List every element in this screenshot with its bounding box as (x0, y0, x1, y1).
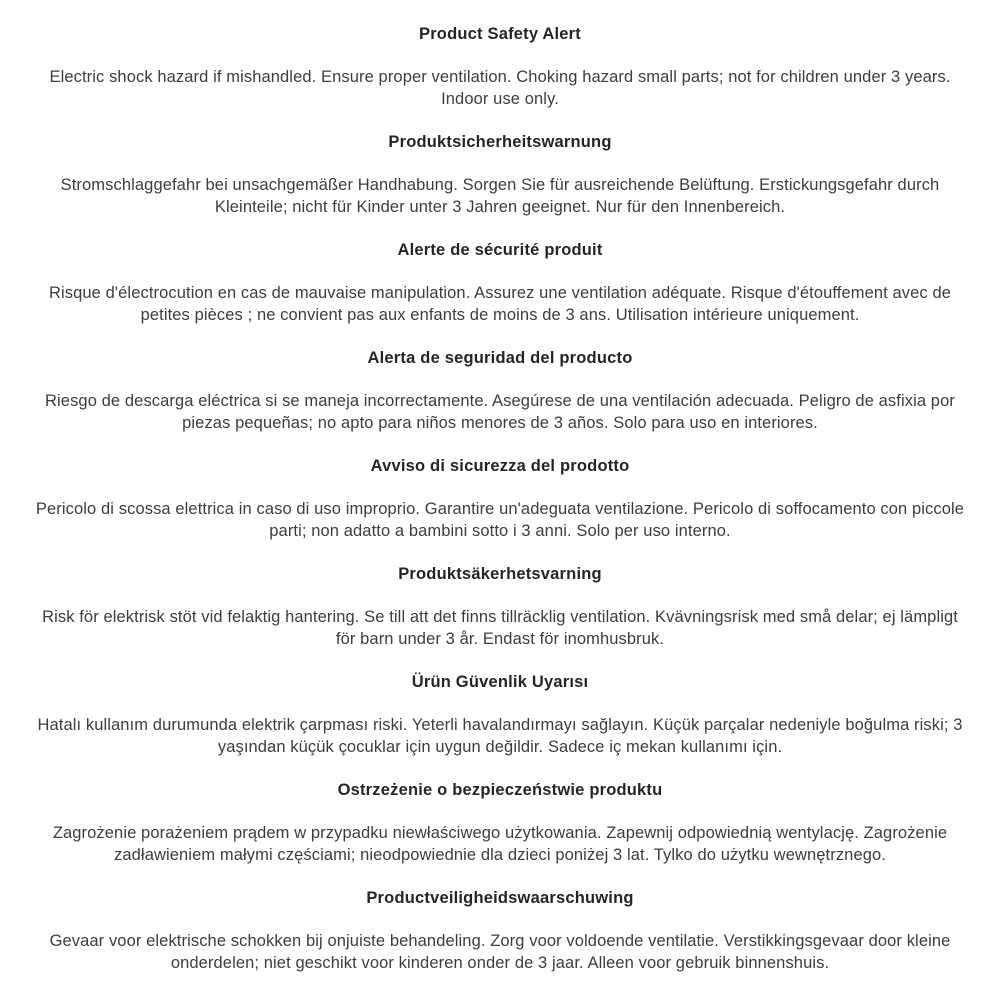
alert-body-tr: Hatalı kullanım durumunda elektrik çarpması riski. Yeterli havalandırmayı sağlayın. Küçük parçalar nedeniyle boğulma riski; 3 yaşından küçük çocuklar için uygun değildir. Sadece iç mekan kullanımı için. (37, 716, 963, 756)
safety-alert-section-pl (34, 779, 966, 866)
alert-heading-es: Alerta de seguridad del producto (367, 349, 633, 367)
safety-alert-section-de (34, 131, 966, 218)
alert-heading-de: Produktsicherheitswarnung (388, 133, 612, 151)
alert-body-fr: Risque d'électrocution en cas de mauvaise manipulation. Assurez une ventilation adéquate. Risque d'étouffement avec de petites pièces ; ne convient pas aux enfants de moins de 3 ans. Utilisation intérieure uniquement. (48, 284, 952, 324)
alert-body-nl: Gevaar voor elektrische schokken bij onjuiste behandeling. Zorg voor voldoende ventilatie. Verstikkingsgevaar door kleine onderdelen; niet geschikt voor kinderen onder de 3 jaar. Alleen voor gebruik binnenshuis. (49, 932, 951, 972)
alert-heading-it: Avviso di sicurezza del prodotto (370, 457, 630, 475)
safety-alert-section-it (34, 455, 966, 542)
safety-alert-section-en (34, 23, 966, 110)
alert-heading-nl: Productveiligheidswaarschuwing (366, 889, 634, 907)
alert-body-en: Electric shock hazard if mishandled. Ensure proper ventilation. Choking hazard small parts; not for children under 3 years. Indoor use only. (49, 68, 951, 108)
safety-alert-section-es (34, 347, 966, 434)
alert-body-pl: Zagrożenie porażeniem prądem w przypadku niewłaściwego użytkowania. Zapewnij odpowiednią wentylację. Zagrożenie zadławieniem małymi częściami; nieodpowiednie dla dzieci poniżej 3 lat. Tylko do użytku wewnętrznego. (52, 824, 948, 864)
safety-alert-section-sv (34, 563, 966, 650)
safety-alert-section-tr (34, 671, 966, 758)
alert-heading-en: Product Safety Alert (418, 25, 581, 43)
alert-heading-sv: Produktsäkerhetsvarning (398, 565, 602, 583)
alert-heading-fr: Alerte de sécurité produit (397, 241, 603, 259)
alert-heading-pl: Ostrzeżenie o bezpieczeństwie produktu (337, 781, 663, 799)
alert-body-es: Riesgo de descarga eléctrica si se maneja incorrectamente. Asegúrese de una ventilación adecuada. Peligro de asfixia por piezas pequeñas; no apto para niños menores de 3 años. Solo para uso en interiores. (45, 392, 955, 432)
safety-alert-section-nl (34, 887, 966, 974)
alert-heading-tr: Ürün Güvenlik Uyarısı (411, 673, 589, 691)
alert-body-it: Pericolo di scossa elettrica in caso di uso improprio. Garantire un'adeguata ventilazione. Pericolo di soffocamento con piccole parti; non adatto a bambini sotto i 3 anni. Solo per uso interno. (35, 500, 965, 540)
alert-body-sv: Risk för elektrisk stöt vid felaktig hantering. Se till att det finns tillräcklig ventilation. Kvävningsrisk med små delar; ej lämpligt för barn under 3 år. Endast för inomhusbruk. (42, 608, 958, 648)
alert-body-de: Stromschlaggefahr bei unsachgemäßer Handhabung. Sorgen Sie für ausreichende Belüftung. Erstickungsgefahr durch Kleinteile; nicht für Kinder unter 3 Jahren geeignet. Nur für den Innenbereich. (60, 176, 940, 216)
safety-alert-section-fr (34, 239, 966, 326)
